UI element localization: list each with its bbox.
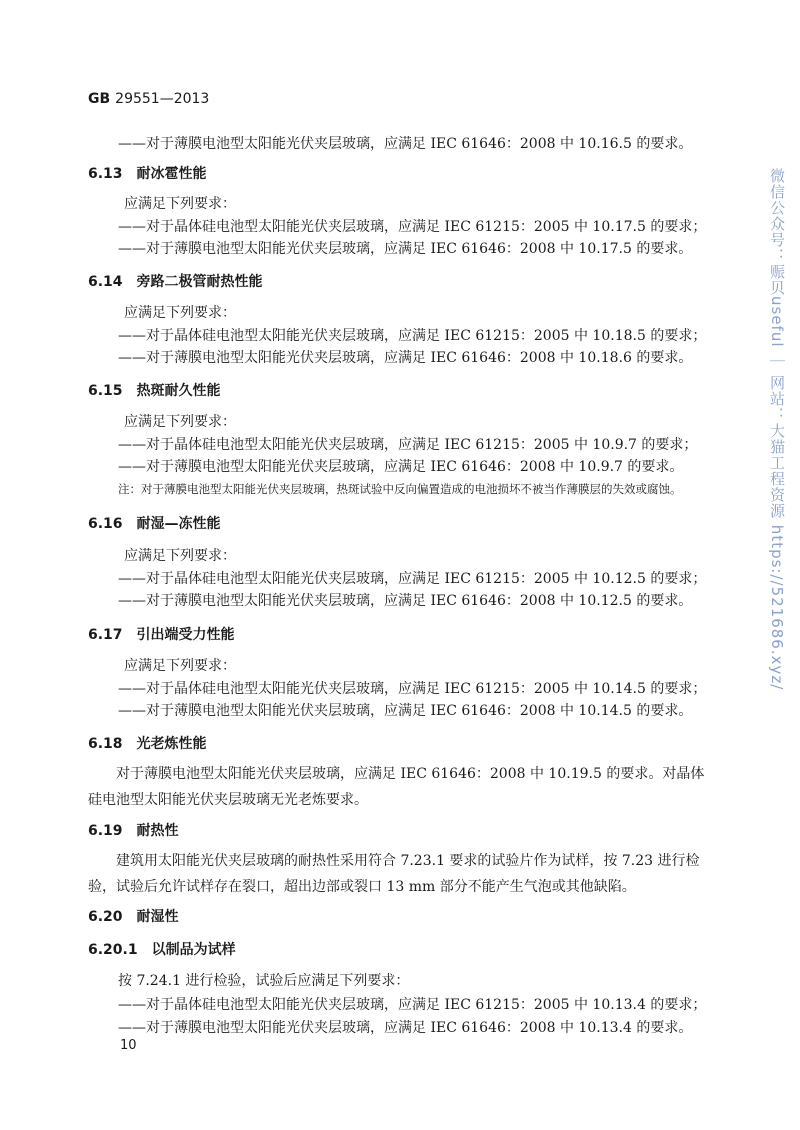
text-line: ——对于薄膜电池型太阳能光伏夹层玻璃，应满足 IEC 61646：2008 中 10.17.5 的要求。 xyxy=(118,241,693,257)
text-line: ——对于晶体硅电池型太阳能光伏夹层玻璃，应满足 IEC 61215：2005 中 10.13.4 的要求； xyxy=(118,997,707,1013)
paragraph: 对于薄膜电池型太阳能光伏夹层玻璃，应满足 IEC 61646：2008 中 10.19.5 的要求。对晶体硅电池型太阳能光伏夹层玻璃无光老炼要求。 xyxy=(88,766,705,808)
section-number: 6.18 xyxy=(88,736,123,752)
text-line: ——对于晶体硅电池型太阳能光伏夹层玻璃，应满足 IEC 61215：2005 中 10.17.5 的要求； xyxy=(118,219,707,235)
section-number: 6.16 xyxy=(88,516,123,532)
text-line: 应满足下列要求： xyxy=(124,414,236,430)
watermark: 微信公众号：赈贝useful ｜ 网站：大猫工程资源 https://521686.xyz/ xyxy=(768,168,786,691)
text-line: ——对于晶体硅电池型太阳能光伏夹层玻璃，应满足 IEC 61215：2005 中 10.18.5 的要求； xyxy=(118,328,707,344)
section-heading-6-20 xyxy=(88,906,179,926)
section-heading-6-20-1 xyxy=(88,939,236,959)
text-line: 应满足下列要求： xyxy=(124,548,236,564)
section-title: 耐冰雹性能 xyxy=(136,166,207,182)
text-line: ——对于薄膜电池型太阳能光伏夹层玻璃，应满足 IEC 61646：2008 中 10.14.5 的要求。 xyxy=(118,703,693,719)
section-heading-6-15 xyxy=(88,380,221,400)
section-title: 热斑耐久性能 xyxy=(136,383,221,399)
section-number: 6.13 xyxy=(88,166,123,182)
text-line: ——对于薄膜电池型太阳能光伏夹层玻璃，应满足 IEC 61646：2008 中 10.12.5 的要求。 xyxy=(118,593,693,609)
section-heading-6-13 xyxy=(88,163,207,183)
text-line: ——对于薄膜电池型太阳能光伏夹层玻璃，应满足 IEC 61646：2008 中 10.16.5 的要求。 xyxy=(118,136,693,152)
text-line: ——对于薄膜电池型太阳能光伏夹层玻璃，应满足 IEC 61646：2008 中 10.9.7 的要求。 xyxy=(118,459,684,475)
text-line: ——对于薄膜电池型太阳能光伏夹层玻璃，应满足 IEC 61646：2008 中 10.18.6 的要求。 xyxy=(118,350,693,366)
section-title: 引出端受力性能 xyxy=(136,627,235,643)
section-title: 以制品为试样 xyxy=(151,942,236,958)
text-line: ——对于晶体硅电池型太阳能光伏夹层玻璃，应满足 IEC 61215：2005 中 10.9.7 的要求； xyxy=(118,437,698,453)
section-number: 6.20.1 xyxy=(88,942,138,958)
page-number: 10 xyxy=(120,1038,137,1053)
text-line: ——对于薄膜电池型太阳能光伏夹层玻璃，应满足 IEC 61646：2008 中 10.13.4 的要求。 xyxy=(118,1020,693,1036)
text-line: ——对于晶体硅电池型太阳能光伏夹层玻璃，应满足 IEC 61215：2005 中 10.12.5 的要求； xyxy=(118,571,707,587)
text-line: 应满足下列要求： xyxy=(124,305,236,321)
section-title: 耐湿性 xyxy=(136,909,179,925)
standard-prefix: GB xyxy=(88,91,111,107)
section-number: 6.14 xyxy=(88,274,123,290)
section-number: 6.19 xyxy=(88,823,123,839)
section-title: 耐热性 xyxy=(136,823,179,839)
section-heading-6-19 xyxy=(88,820,179,840)
section-title: 光老炼性能 xyxy=(136,736,207,752)
standard-header xyxy=(88,91,209,107)
text-line: 应满足下列要求： xyxy=(124,196,236,212)
section-heading-6-16 xyxy=(88,513,221,533)
section-number: 6.17 xyxy=(88,627,123,643)
section-number: 6.15 xyxy=(88,383,123,399)
note: 注：对于薄膜电池型太阳能光伏夹层玻璃，热斑试验中反向偏置造成的电池损坏不被当作薄膜层的失效或腐蚀。 xyxy=(118,482,682,496)
section-heading-6-14 xyxy=(88,271,263,291)
paragraph: 建筑用太阳能光伏夹层玻璃的耐热性采用符合 7.23.1 要求的试验片作为试样，按 7.23 进行检验，试验后允许试样存在裂口，超出边部或裂口 13 mm 部分不能产生气泡或其他缺陷。 xyxy=(88,853,700,895)
section-title: 旁路二极管耐热性能 xyxy=(136,274,263,290)
section-heading-6-18 xyxy=(88,733,207,753)
text-line: 应满足下列要求： xyxy=(124,658,236,674)
standard-code: 29551—2013 xyxy=(115,91,210,107)
section-number: 6.20 xyxy=(88,909,123,925)
text-line: 按 7.24.1 进行检验，试验后应满足下列要求： xyxy=(118,973,410,989)
section-title: 耐湿—冻性能 xyxy=(136,516,221,532)
section-heading-6-17 xyxy=(88,624,235,644)
text-line: ——对于晶体硅电池型太阳能光伏夹层玻璃，应满足 IEC 61215：2005 中 10.14.5 的要求； xyxy=(118,681,707,697)
